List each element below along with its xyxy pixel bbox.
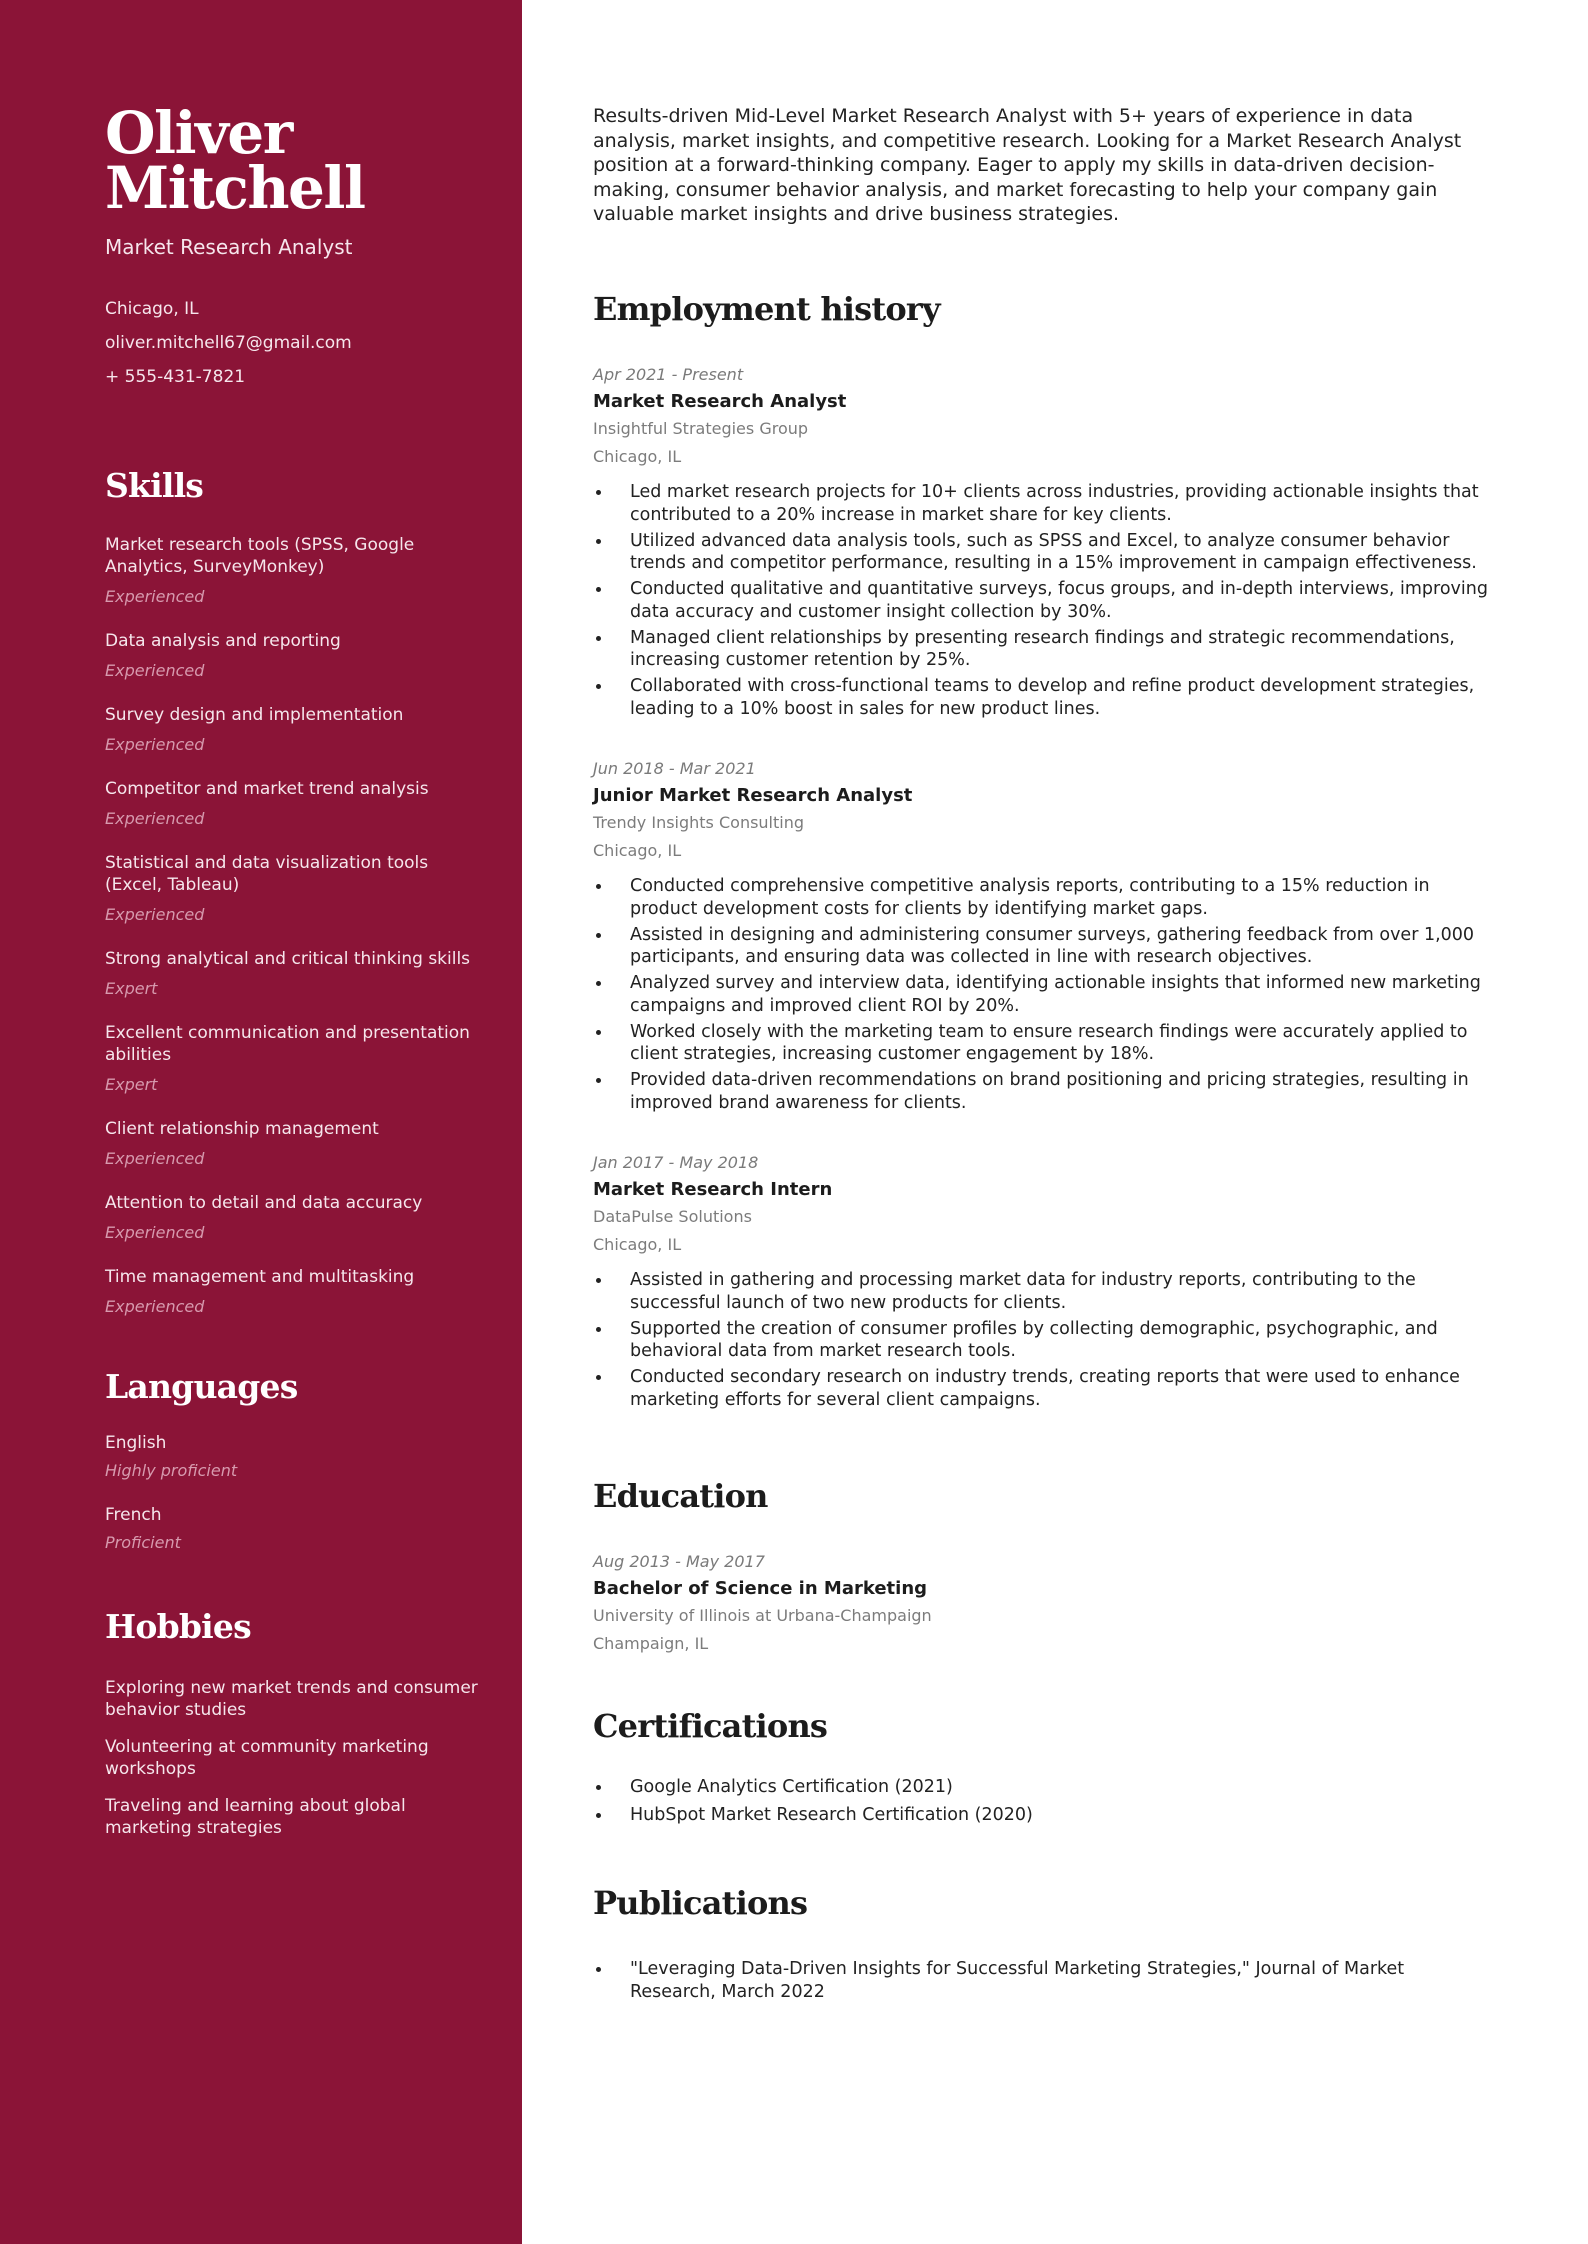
skill-item bbox=[105, 852, 485, 926]
bullet-dot-icon bbox=[596, 981, 601, 986]
bullet-text: Managed client relationships by presenting research findings and strategic recommendations, increasing customer retention by 25%. bbox=[630, 627, 1455, 670]
bullet-text: Collaborated with cross-functional teams to develop and refine product development strategies, leading to a 10% boost in sales for new product lines. bbox=[630, 676, 1475, 719]
bullet-item bbox=[593, 481, 1493, 526]
skill-item bbox=[105, 1022, 485, 1096]
job-title: Market Research Intern bbox=[593, 1179, 833, 1200]
certification-text: HubSpot Market Research Certification (2020) bbox=[630, 1804, 1033, 1825]
bullet-item bbox=[593, 972, 1493, 1017]
contact-location: Chicago, IL bbox=[105, 299, 199, 319]
skill-name: Statistical and data visualization tools (Excel, Tableau) bbox=[105, 853, 429, 895]
job-bullets bbox=[593, 481, 1493, 720]
job-company: DataPulse Solutions bbox=[593, 1207, 752, 1226]
job-location: Chicago, IL bbox=[593, 1235, 682, 1254]
bullet-dot-icon bbox=[596, 933, 601, 938]
job-dates: Apr 2021 - Present bbox=[593, 365, 744, 384]
skill-item bbox=[105, 630, 485, 682]
bullet-item bbox=[593, 578, 1493, 623]
bullet-text: Assisted in gathering and processing market data for industry reports, contributing to the successful launch of two new products for clients. bbox=[630, 1270, 1416, 1313]
hobby-item: Volunteering at community marketing workshops bbox=[105, 1737, 429, 1779]
bullet-dot-icon bbox=[596, 1785, 601, 1790]
bullet-dot-icon bbox=[596, 1813, 601, 1818]
language-item bbox=[105, 1432, 485, 1482]
skill-item bbox=[105, 1266, 485, 1318]
skill-name: Time management and multitasking bbox=[105, 1267, 415, 1287]
job-entry bbox=[593, 758, 1493, 1114]
contact-info bbox=[105, 292, 522, 394]
bullet-item bbox=[593, 875, 1493, 920]
education-degree: Bachelor of Science in Marketing bbox=[593, 1578, 928, 1599]
education-location: Champaign, IL bbox=[593, 1634, 709, 1653]
skills-list bbox=[105, 534, 485, 1318]
bullet-item bbox=[593, 1318, 1493, 1363]
bullet-text: Led market research projects for 10+ clients across industries, providing actionable insights that contributed to a 20% increase in market share for key clients. bbox=[630, 482, 1479, 525]
bullet-dot-icon bbox=[596, 684, 601, 689]
skill-name: Market research tools (SPSS, Google Analytics, SurveyMonkey) bbox=[105, 535, 415, 577]
bullet-dot-icon bbox=[596, 1967, 601, 1972]
skill-name: Data analysis and reporting bbox=[105, 631, 341, 651]
skill-level: Experienced bbox=[105, 661, 205, 680]
skill-item bbox=[105, 534, 485, 608]
contact-email[interactable]: oliver.mitchell67@gmail.com bbox=[105, 333, 352, 353]
bullet-text: Assisted in designing and administering consumer surveys, gathering feedback from over 1,000 participants, and ensuring data was collected in line with research objectives. bbox=[630, 924, 1475, 967]
bullet-text: Analyzed survey and interview data, identifying actionable insights that informed new marketing campaigns and improved client ROI by 20%. bbox=[630, 973, 1481, 1016]
job-bullets bbox=[593, 1269, 1493, 1411]
certification-item bbox=[593, 1776, 1493, 1799]
sidebar bbox=[0, 0, 522, 2244]
publications-section bbox=[593, 1883, 1493, 2003]
bullet-dot-icon bbox=[596, 1030, 601, 1035]
certifications-heading: Certifications bbox=[593, 1707, 828, 1745]
hobby-item: Traveling and learning about global marketing strategies bbox=[105, 1796, 406, 1838]
bullet-text: Worked closely with the marketing team to ensure research findings were accurately applied to client strategies, increasing customer engagement by 18%. bbox=[630, 1021, 1468, 1064]
skill-item bbox=[105, 948, 485, 1000]
certifications-section bbox=[593, 1706, 1493, 1826]
profile-summary: Results-driven Mid-Level Market Research Analyst with 5+ years of experience in data analysis, market insights, and competitive research. Looking for a Market Research Analyst position at a forward-thinking company. Eager to apply my skills in data-driven decision-making, consumer behavior analysis, and market forecasting to help your company gain valuable market insights and drive business strategies. bbox=[593, 105, 1462, 225]
publications-list bbox=[593, 1958, 1493, 2003]
job-entry bbox=[593, 364, 1493, 720]
language-name: English bbox=[105, 1433, 167, 1453]
hobbies-heading: Hobbies bbox=[105, 1607, 251, 1646]
skill-name: Attention to detail and data accuracy bbox=[105, 1193, 423, 1213]
skill-name: Competitor and market trend analysis bbox=[105, 779, 429, 799]
skill-item bbox=[105, 778, 485, 830]
job-list bbox=[593, 364, 1493, 1411]
bullet-dot-icon bbox=[596, 1375, 601, 1380]
bullet-dot-icon bbox=[596, 1078, 601, 1083]
skill-level: Experienced bbox=[105, 1149, 205, 1168]
bullet-item bbox=[593, 1021, 1493, 1066]
skill-item bbox=[105, 1192, 485, 1244]
education-school: University of Illinois at Urbana-Champaign bbox=[593, 1606, 932, 1625]
employment-section bbox=[593, 289, 1493, 1411]
education-heading: Education bbox=[593, 1477, 768, 1515]
bullet-text: Utilized advanced data analysis tools, such as SPSS and Excel, to analyze consumer behavior trends and competitor performance, resulting in a 15% improvement in campaign effectiveness. bbox=[630, 530, 1477, 573]
skills-heading: Skills bbox=[105, 466, 204, 505]
job-title: Junior Market Research Analyst bbox=[593, 785, 913, 806]
job-entry bbox=[593, 1152, 1493, 1411]
job-title: Market Research Analyst bbox=[593, 391, 847, 412]
bullet-dot-icon bbox=[596, 1327, 601, 1332]
certification-text: Google Analytics Certification (2021) bbox=[630, 1777, 953, 1797]
languages-section bbox=[105, 1367, 485, 1554]
education-dates: Aug 2013 - May 2017 bbox=[593, 1552, 765, 1571]
candidate-title: Market Research Analyst bbox=[105, 235, 353, 259]
last-name: Mitchell bbox=[105, 154, 365, 222]
certifications-list bbox=[593, 1776, 1493, 1826]
hobbies-section bbox=[105, 1607, 495, 1839]
language-item bbox=[105, 1504, 485, 1554]
skill-level: Experienced bbox=[105, 587, 205, 606]
skill-name: Strong analytical and critical thinking skills bbox=[105, 949, 471, 969]
job-dates: Jun 2018 - Mar 2021 bbox=[593, 759, 756, 778]
skill-level: Expert bbox=[105, 979, 158, 998]
job-location: Chicago, IL bbox=[593, 841, 682, 860]
hobbies-list bbox=[105, 1677, 495, 1839]
education-section bbox=[593, 1476, 1493, 1658]
job-bullets bbox=[593, 875, 1493, 1114]
language-name: French bbox=[105, 1505, 162, 1525]
skill-level: Experienced bbox=[105, 1223, 205, 1242]
skill-name: Excellent communication and presentation abilities bbox=[105, 1023, 470, 1065]
bullet-text: Supported the creation of consumer profiles by collecting demographic, psychographic, and behavioral data from market research tools. bbox=[630, 1318, 1438, 1361]
bullet-dot-icon bbox=[596, 587, 601, 592]
skill-level: Experienced bbox=[105, 735, 205, 754]
language-level: Proficient bbox=[105, 1533, 181, 1552]
hobby-item: Exploring new market trends and consumer behavior studies bbox=[105, 1678, 478, 1720]
language-level: Highly proficient bbox=[105, 1461, 238, 1480]
bullet-dot-icon bbox=[596, 490, 601, 495]
skill-level: Experienced bbox=[105, 905, 205, 924]
bullet-item bbox=[593, 1069, 1493, 1114]
publication-text: "Leveraging Data-Driven Insights for Successful Marketing Strategies," Journal of Market Research, March 2022 bbox=[630, 1959, 1405, 2002]
languages-heading: Languages bbox=[105, 1367, 298, 1406]
first-name: Oliver bbox=[105, 99, 292, 167]
skill-item bbox=[105, 704, 485, 756]
job-company: Trendy Insights Consulting bbox=[593, 813, 805, 832]
bullet-text: Conducted secondary research on industry trends, creating reports that were used to enhance marketing efforts for several client campaigns. bbox=[630, 1367, 1460, 1410]
job-company: Insightful Strategies Group bbox=[593, 419, 809, 438]
bullet-item bbox=[593, 675, 1493, 720]
languages-list bbox=[105, 1432, 485, 1554]
bullet-item bbox=[593, 530, 1493, 575]
job-dates: Jan 2017 - May 2018 bbox=[593, 1153, 759, 1172]
skill-name: Client relationship management bbox=[105, 1119, 379, 1139]
job-location: Chicago, IL bbox=[593, 447, 682, 466]
candidate-name bbox=[105, 99, 485, 222]
bullet-item bbox=[593, 1366, 1493, 1411]
skill-level: Expert bbox=[105, 1075, 158, 1094]
skill-name: Survey design and implementation bbox=[105, 705, 404, 725]
bullet-dot-icon bbox=[596, 636, 601, 641]
employment-heading: Employment history bbox=[593, 290, 940, 328]
skill-item bbox=[105, 1118, 485, 1170]
bullet-item bbox=[593, 1269, 1493, 1314]
bullet-text: Conducted comprehensive competitive analysis reports, contributing to a 15% reduction in product development costs for clients by identifying market gaps. bbox=[630, 876, 1430, 919]
publications-heading: Publications bbox=[593, 1884, 808, 1922]
skill-level: Experienced bbox=[105, 809, 205, 828]
bullet-dot-icon bbox=[596, 1278, 601, 1283]
skills-section bbox=[105, 466, 485, 1318]
bullet-text: Provided data-driven recommendations on brand positioning and pricing strategies, resulting in improved brand awareness for clients. bbox=[630, 1070, 1469, 1113]
bullet-text: Conducted qualitative and quantitative surveys, focus groups, and in-depth interviews, improving data accuracy and customer insight collection by 30%. bbox=[630, 579, 1488, 622]
certification-item bbox=[593, 1804, 1493, 1827]
bullet-dot-icon bbox=[596, 539, 601, 544]
bullet-dot-icon bbox=[596, 884, 601, 889]
education-entry bbox=[593, 1551, 1493, 1658]
publication-item bbox=[593, 1958, 1493, 2003]
skill-level: Experienced bbox=[105, 1297, 205, 1316]
bullet-item bbox=[593, 627, 1493, 672]
bullet-item bbox=[593, 924, 1493, 969]
contact-phone[interactable]: + 555-431-7821 bbox=[105, 367, 246, 387]
